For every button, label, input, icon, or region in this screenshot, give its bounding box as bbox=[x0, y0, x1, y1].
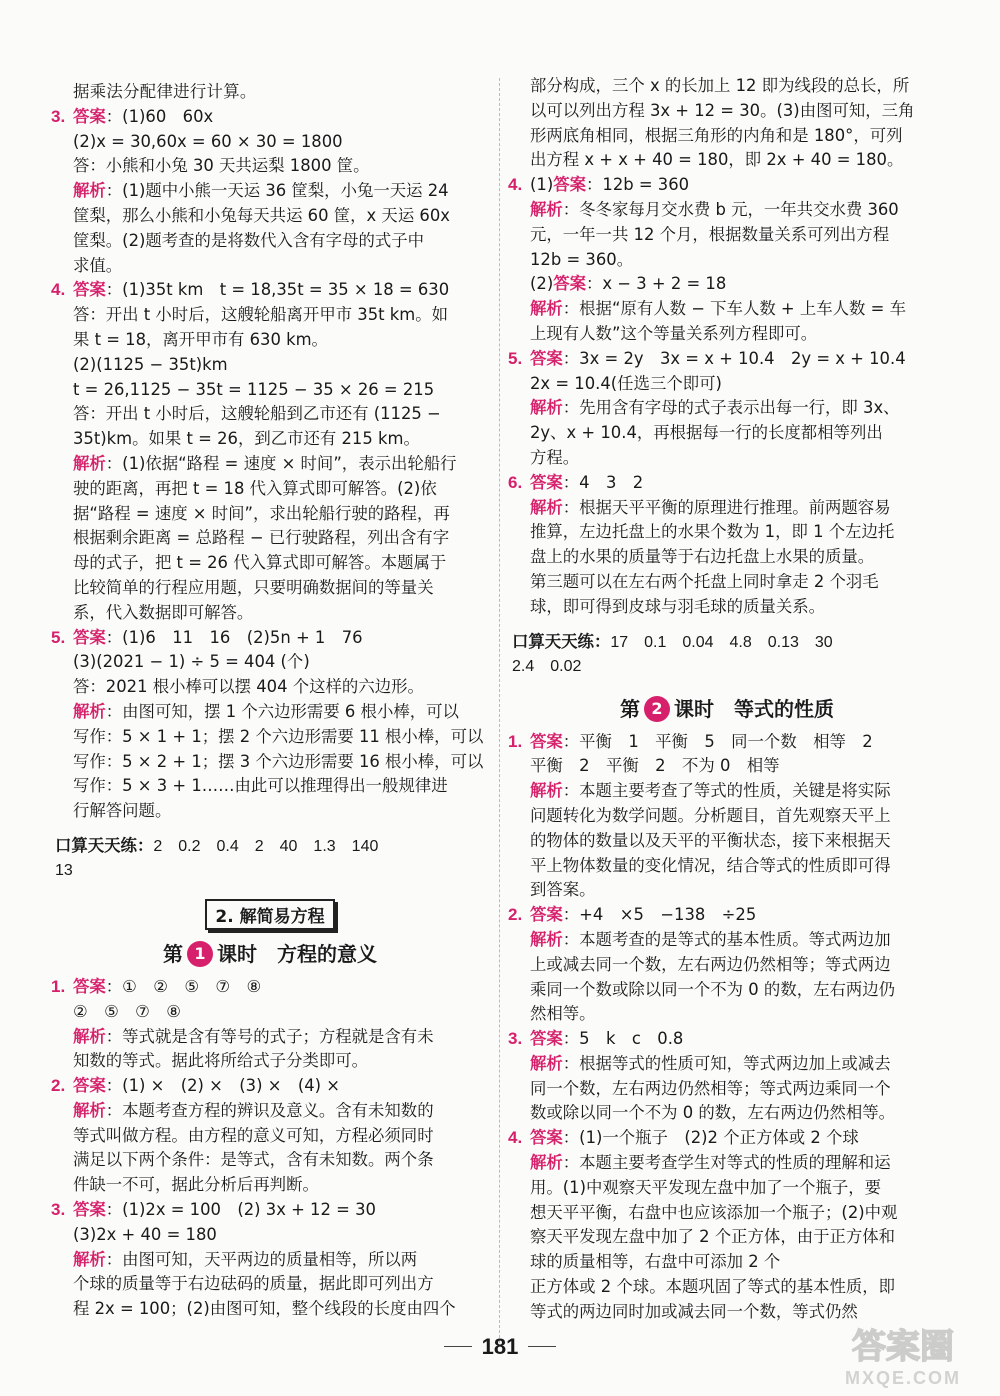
analysis-text: 元，一年一共 12 个月，根据数量关系可列出方程 bbox=[530, 224, 890, 244]
section-title: 2. 解简易方程 bbox=[205, 899, 334, 930]
analysis-text: 写作：5 × 1 + 1；摆 2 个六边形需要 11 根小棒，可以 bbox=[73, 726, 484, 746]
question-number: 3. bbox=[51, 106, 66, 126]
answer-text: ：(1)35t km t = 18,35t = 35 × 18 = 630 bbox=[105, 280, 450, 300]
question-4 bbox=[51, 278, 485, 625]
question-4 bbox=[508, 173, 942, 347]
answer-label: 答案 bbox=[73, 1200, 106, 1220]
analysis-text: 满足以下两个条件：是等式，含有未知数。两个条 bbox=[73, 1150, 434, 1170]
answer-text: ：(1)2x = 100 (2) 3x + 12 = 30 bbox=[105, 1200, 376, 1220]
analysis-text: ：(1)依据“路程 = 速度 × 时间”，表示出轮船行 bbox=[105, 453, 457, 473]
answer-label: 答案 bbox=[73, 106, 106, 126]
question-6 bbox=[508, 471, 942, 620]
drill-label: 口算天天练： bbox=[55, 835, 154, 855]
watermark-url: MXQE.COM bbox=[844, 1368, 962, 1388]
analysis-text: 部分构成，三个 x 的长加上 12 即为线段的总长，所 bbox=[530, 76, 910, 95]
question-number: 3. bbox=[51, 1200, 66, 1220]
question-number: 1. bbox=[508, 731, 523, 751]
analysis-text: 程 2x = 100；(2)由图可知，整个线段的长度由四个 bbox=[73, 1299, 456, 1319]
question-5 bbox=[51, 626, 485, 824]
answer-text: 答：2021 根小棒可以摆 404 个这样的六边形。 bbox=[73, 677, 424, 697]
analysis-label: 解析 bbox=[530, 1053, 563, 1073]
analysis-text: 件缺一不可，据此分析后再判断。 bbox=[73, 1175, 319, 1195]
analysis-label: 解析 bbox=[73, 701, 106, 721]
analysis-text: 上现有人数”这个等量关系列方程即可。 bbox=[530, 323, 818, 343]
analysis-text: ：(1)题中小熊一天运 36 筐梨，小兔一天运 24 bbox=[105, 181, 449, 201]
answer-prefix: (1) bbox=[530, 175, 554, 195]
question-number: 5. bbox=[51, 627, 66, 647]
answer-text: ：(1)6 11 16 (2)5n + 1 76 bbox=[105, 627, 363, 647]
page-number-text: 181 bbox=[481, 1334, 519, 1359]
answer-text: ：(1)60 60x bbox=[105, 106, 214, 126]
answer-text: ：+4 ×5 −138 ÷25 bbox=[562, 905, 757, 925]
lesson-name: 课时 方程的意义 bbox=[217, 941, 377, 966]
answer-label: 答案 bbox=[530, 348, 563, 368]
answer-text: (2)(1125 − 35t)km bbox=[73, 354, 228, 374]
answer-text: ：3x = 2y 3x = x + 10.4 2y = x + 10.4 bbox=[562, 348, 906, 368]
page-number-dash bbox=[444, 1346, 472, 1347]
analysis-text: 乘同一个数或除以同一个不为 0 的数，左右两边仍 bbox=[530, 979, 896, 999]
right-column bbox=[508, 74, 942, 1325]
analysis-text: 筐梨，那么小熊和小兔每天共运 60 筐，x 天运 60x bbox=[73, 205, 450, 225]
analysis-text: 写作：5 × 2 + 1；摆 3 个六边形需要 16 根小棒，可以 bbox=[73, 751, 484, 771]
question-2 bbox=[51, 1074, 485, 1198]
analysis-text: 推算，左边托盘上的水果个数为 1，即 1 个左边托 bbox=[530, 522, 895, 542]
analysis-text: 系，代入数据即可解答。 bbox=[73, 602, 254, 622]
analysis-label: 解析 bbox=[530, 497, 563, 517]
analysis-text: 知数的等式。据此将所给式子分类即可。 bbox=[73, 1051, 369, 1071]
answer-text: 35t)km。如果 t = 26，到乙市还有 215 km。 bbox=[73, 429, 420, 449]
analysis-text: ：根据天平平衡的原理进行推理。前两题容易 bbox=[562, 497, 891, 517]
answer-text: 答：开出 t 小时后，这艘轮船到乙市还有 (1125 − bbox=[73, 404, 441, 424]
analysis-text: 据“路程 = 速度 × 时间”，求出轮船行驶的路程，再 bbox=[73, 503, 450, 523]
analysis-text: ：等式就是含有等号的式子；方程就是含有未 bbox=[105, 1026, 434, 1046]
analysis-text: 筐梨。(2)题考查的是将数代入含有字母的式子中 bbox=[73, 230, 425, 250]
analysis-text: 个球的质量等于右边砝码的质量，据此即可列出方 bbox=[73, 1274, 434, 1294]
analysis-text: 球，即可得到皮球与羽毛球的质量关系。 bbox=[530, 596, 826, 616]
answer-label: 答案 bbox=[73, 627, 106, 647]
drill-values: 2.4 0.02 bbox=[512, 657, 582, 675]
answer-text: (3)(2021 − 1) ÷ 5 = 404 (个) bbox=[73, 652, 310, 672]
question-number: 6. bbox=[508, 472, 523, 492]
analysis-text: 数或除以同一个不为 0 的数，左右两边仍然相等。 bbox=[530, 1103, 896, 1123]
analysis-label: 解析 bbox=[530, 199, 563, 219]
answer-label: 答案 bbox=[530, 472, 563, 492]
answer-text: (2)x = 30,60x = 60 × 30 = 1800 bbox=[73, 131, 343, 151]
column-divider bbox=[499, 78, 500, 1343]
answer-text: 答：开出 t 小时后，这艘轮船离开甲市 35t km。如 bbox=[73, 305, 449, 325]
page-number-dash bbox=[528, 1346, 556, 1347]
answer-text: ：12b = 360 bbox=[586, 175, 690, 195]
drill-values: 2 0.2 0.4 2 40 1.3 140 bbox=[153, 837, 379, 855]
answer-text: ：(1) × (2) × (3) × (4) × bbox=[105, 1076, 340, 1096]
answer-label: 答案 bbox=[553, 175, 586, 195]
watermark-logo bbox=[818, 1318, 988, 1390]
analysis-label: 解析 bbox=[530, 299, 563, 319]
question-number: 2. bbox=[51, 1076, 66, 1096]
analysis-text: 行解答问题。 bbox=[73, 801, 172, 821]
analysis-text: 的物体的数量以及天平的平衡状态，接下来根据天 bbox=[530, 830, 891, 850]
analysis-text: 比较简单的行程应用题，只要明确数据间的等量关 bbox=[73, 577, 434, 597]
answer-text: ② ⑤ ⑦ ⑧ bbox=[73, 1001, 181, 1021]
question-3 bbox=[508, 1027, 942, 1126]
analysis-text: ：本题主要考查了等式的性质，关键是将实际 bbox=[562, 781, 891, 801]
analysis-label: 解析 bbox=[73, 1100, 106, 1120]
answer-label: 答案 bbox=[73, 280, 106, 300]
lesson-prefix: 第 bbox=[620, 696, 640, 721]
analysis-text: 球的质量相等，右盘中可添加 2 个 bbox=[530, 1252, 781, 1272]
question-3-lesson1 bbox=[51, 1198, 485, 1322]
analysis-text: 想天平平衡，右盘中也应该添加一个瓶子；(2)中观 bbox=[530, 1202, 898, 1222]
analysis-text: 驶的距离，再把 t = 18 代入算式即可解答。(2)依 bbox=[73, 478, 437, 498]
analysis-label: 解析 bbox=[530, 398, 563, 418]
lesson-number-badge: 2 bbox=[644, 696, 670, 722]
analysis-text: 上或减去同一个数，左右两边仍然相等；等式两边 bbox=[530, 954, 891, 974]
analysis-text: 到答案。 bbox=[530, 880, 596, 900]
intro-line: 据乘法分配律进行计算。 bbox=[73, 82, 257, 101]
analysis-text: 以可以列出方程 3x + 12 = 30。(3)由图可知，三角 bbox=[530, 100, 915, 120]
answer-label: 答案 bbox=[530, 1128, 563, 1148]
analysis-text: 察天平发现左盘中加了 2 个正方体，由于正方体和 bbox=[530, 1227, 896, 1247]
analysis-text: ：先用含有字母的式子表示出每一行，即 3x、 bbox=[562, 398, 900, 418]
answer-label: 答案 bbox=[530, 1029, 563, 1049]
answer-text: ：① ② ⑤ ⑦ ⑧ bbox=[105, 976, 262, 996]
question-4-lesson2 bbox=[508, 1126, 942, 1324]
analysis-label: 解析 bbox=[73, 453, 106, 473]
analysis-text: 第三题可以在左右两个托盘上同时拿走 2 个羽毛 bbox=[530, 571, 879, 591]
analysis-label: 解析 bbox=[73, 181, 106, 201]
analysis-text: ：由图可知，天平两边的质量相等，所以两 bbox=[105, 1249, 418, 1269]
analysis-text: 2y、x + 10.4，再根据每一行的长度都相等列出 bbox=[530, 423, 883, 443]
question-number: 5. bbox=[508, 348, 523, 368]
analysis-text: ：本题考查的是等式的基本性质。等式两边加 bbox=[562, 929, 891, 949]
answer-label: 答案 bbox=[73, 1076, 106, 1096]
analysis-text: 出方程 x + x + 40 = 180，即 2x + 40 = 180。 bbox=[530, 150, 904, 170]
analysis-text: 盘上的水果的质量等于右边托盘上水果的质量。 bbox=[530, 547, 875, 567]
analysis-label: 解析 bbox=[530, 1153, 563, 1173]
question-number: 4. bbox=[51, 280, 66, 300]
answer-label: 答案 bbox=[73, 976, 106, 996]
drill-values: 13 bbox=[55, 861, 73, 879]
analysis-label: 解析 bbox=[530, 929, 563, 949]
answer-label: 答案 bbox=[553, 274, 586, 294]
analysis-text: ：由图可知，摆 1 个六边形需要 6 根小棒，可以 bbox=[105, 701, 459, 721]
analysis-label: 解析 bbox=[530, 781, 563, 801]
lesson-title bbox=[512, 693, 942, 722]
lesson-title bbox=[55, 938, 485, 967]
lesson-name: 课时 等式的性质 bbox=[674, 696, 834, 721]
lesson-prefix: 第 bbox=[163, 941, 183, 966]
analysis-text: 正方体或 2 个球。本题巩固了等式的基本性质，即 bbox=[530, 1277, 896, 1297]
analysis-text: 根据剩余距离 = 总路程 − 已行驶路程，列出含有字 bbox=[73, 528, 450, 548]
left-column bbox=[51, 80, 485, 1322]
analysis-text: 等式的两边同时加或减去同一个数，等式仍然 bbox=[530, 1301, 858, 1321]
answer-text: 2x = 10.4(任选三个即可) bbox=[530, 373, 722, 393]
analysis-text: 方程。 bbox=[530, 447, 580, 467]
analysis-text: ：冬冬家每月交水费 b 元，一年共交水费 360 bbox=[562, 199, 899, 219]
lesson-number-badge: 1 bbox=[187, 941, 213, 967]
question-1 bbox=[51, 975, 485, 1074]
drill-label: 口算天天练： bbox=[512, 631, 611, 651]
answer-prefix: (2) bbox=[530, 274, 554, 294]
question-number: 2. bbox=[508, 905, 523, 925]
drill-values: 17 0.1 0.04 4.8 0.13 30 bbox=[610, 633, 833, 651]
analysis-text: ：本题考查方程的辨识及意义。含有未知数的 bbox=[105, 1100, 434, 1120]
mental-math-drill bbox=[512, 630, 942, 679]
question-number: 4. bbox=[508, 1128, 523, 1148]
answer-text: 平衡 2 平衡 2 不为 0 相等 bbox=[530, 756, 780, 776]
question-5 bbox=[508, 347, 942, 471]
analysis-text: 等式叫做方程。由方程的意义可知，方程必须同时 bbox=[73, 1125, 434, 1145]
question-3 bbox=[51, 105, 485, 279]
answer-text: 果 t = 18，离开甲市有 630 km。 bbox=[73, 329, 328, 349]
answer-text: ：4 3 2 bbox=[562, 472, 644, 492]
watermark-text: 答案圈 bbox=[852, 1327, 954, 1367]
analysis-text: 写作：5 × 3 + 1……由此可以推理得出一般规律进 bbox=[73, 776, 448, 796]
answer-label: 答案 bbox=[530, 905, 563, 925]
question-1 bbox=[508, 730, 942, 904]
analysis-label: 解析 bbox=[73, 1249, 106, 1269]
answer-text: 答：小熊和小兔 30 天共运梨 1800 筐。 bbox=[73, 156, 370, 176]
continued-analysis bbox=[512, 74, 942, 173]
analysis-text: ：根据“原有人数 − 下车人数 + 上车人数 = 车 bbox=[562, 299, 906, 319]
answer-text: ：5 k c 0.8 bbox=[562, 1029, 684, 1049]
question-number: 4. bbox=[508, 175, 523, 195]
analysis-text: 形两底角相同，根据三角形的内角和是 180°，可列 bbox=[530, 125, 903, 145]
answer-text: (3)2x + 40 = 180 bbox=[73, 1224, 217, 1244]
question-number: 3. bbox=[508, 1029, 523, 1049]
analysis-text: 母的式子，把 t = 26 代入算式即可解答。本题属于 bbox=[73, 553, 447, 573]
answer-label: 答案 bbox=[530, 731, 563, 751]
analysis-text: 然相等。 bbox=[530, 1004, 596, 1024]
analysis-text: 求值。 bbox=[73, 255, 123, 275]
question-2 bbox=[508, 903, 942, 1027]
analysis-text: ：根据等式的性质可知，等式两边加上或减去 bbox=[562, 1053, 891, 1073]
mental-math-drill bbox=[55, 834, 485, 883]
analysis-label: 解析 bbox=[73, 1026, 106, 1046]
analysis-text: 12b = 360。 bbox=[530, 249, 634, 269]
question-number: 1. bbox=[51, 976, 66, 996]
analysis-text: 平上物体数量的变化情况，结合等式的性质即可得 bbox=[530, 855, 891, 875]
analysis-text: ：本题主要考查学生对等式的性质的理解和运 bbox=[562, 1153, 891, 1173]
analysis-text: 用。(1)中观察天平发现左盘中加了一个瓶子，要 bbox=[530, 1177, 882, 1197]
analysis-text: 同一个数，左右两边仍然相等；等式两边乘同一个 bbox=[530, 1078, 891, 1098]
answer-text: ：(1)一个瓶子 (2)2 个正方体或 2 个球 bbox=[562, 1128, 859, 1148]
answer-text: ：平衡 1 平衡 5 同一个数 相等 2 bbox=[562, 731, 873, 751]
answer-text: ：x − 3 + 2 = 18 bbox=[586, 274, 727, 294]
analysis-text: 问题转化为数学问题。分析题目，首先观察天平上 bbox=[530, 805, 891, 825]
answer-text: t = 26,1125 − 35t = 1125 − 35 × 26 = 215 bbox=[73, 379, 435, 399]
